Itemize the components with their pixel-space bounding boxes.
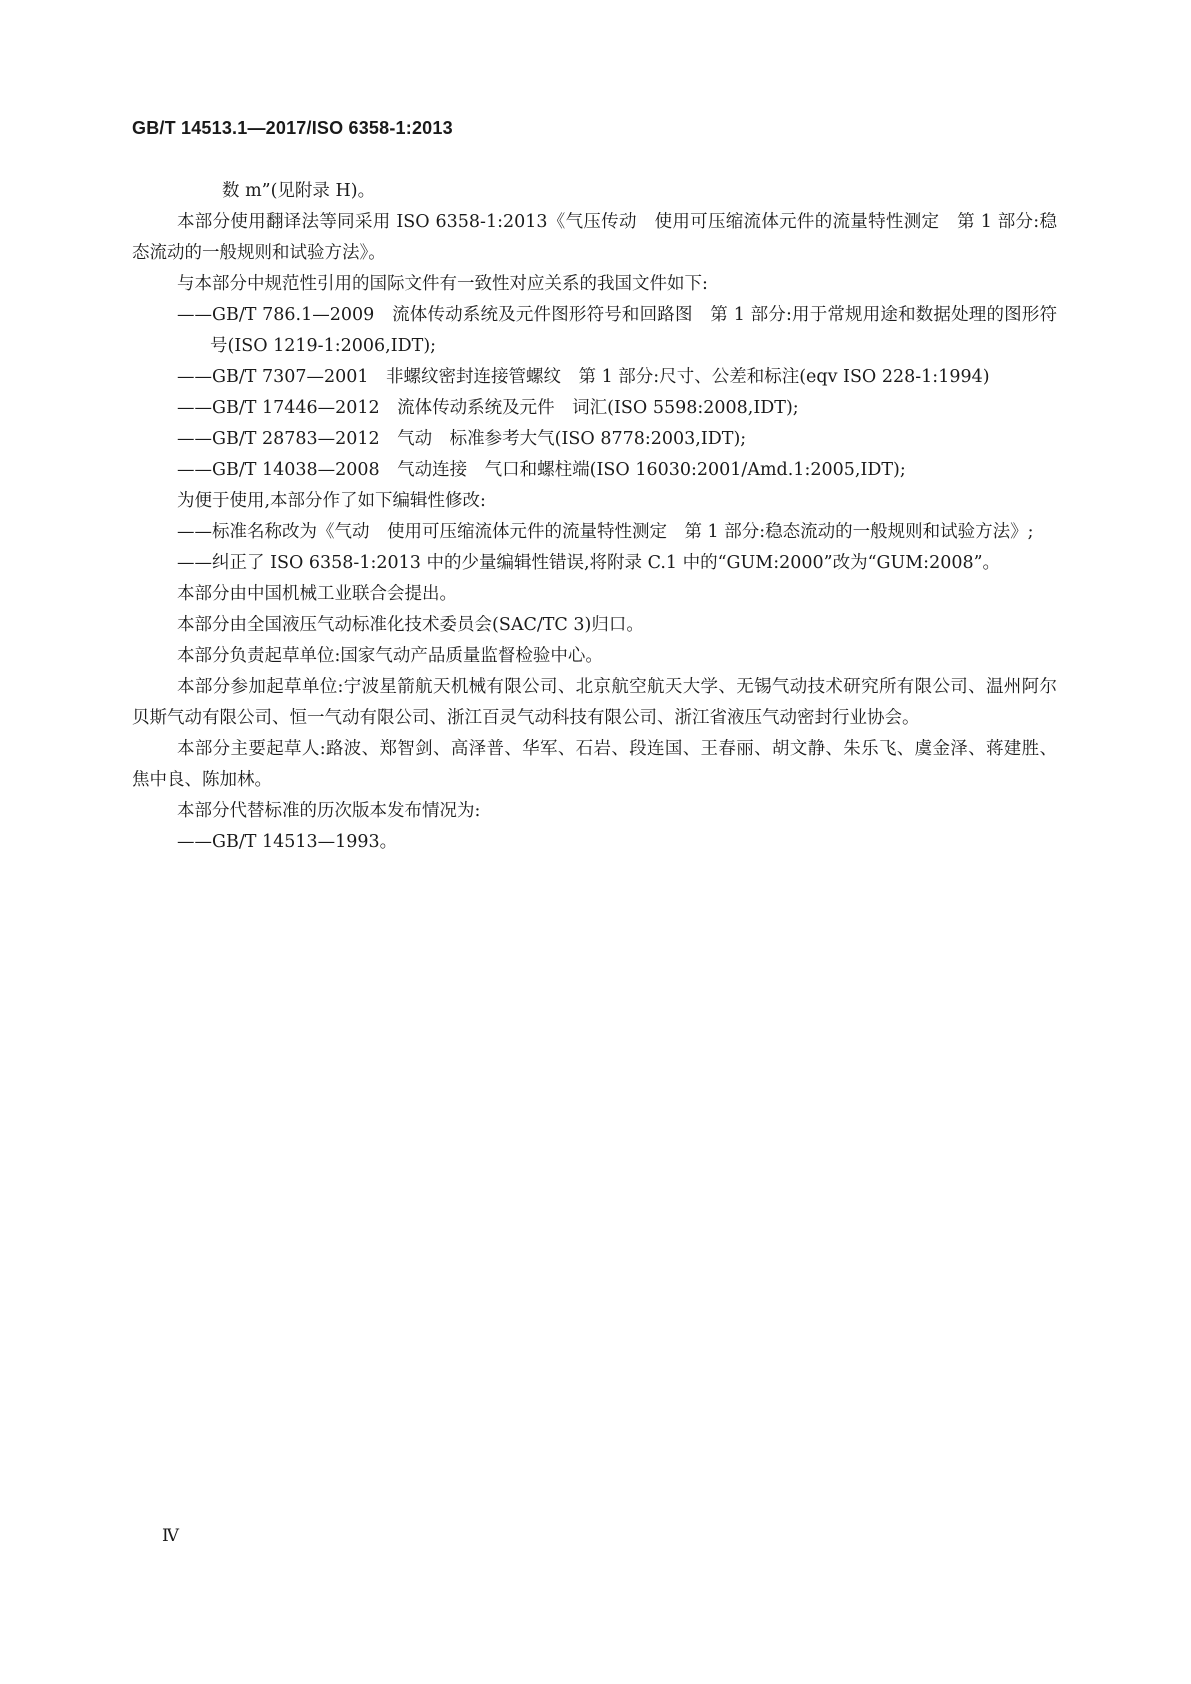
document-header-code: GB/T 14513.1—2017/ISO 6358-1:2013 xyxy=(132,118,453,138)
paragraph-committee: 本部分由全国液压气动标准化技术委员会(SAC/TC 3)归口。 xyxy=(177,615,644,635)
foreword-body xyxy=(132,176,1057,858)
list-item-gbt-17446: ——GB/T 17446—2012 流体传动系统及元件 词汇(ISO 5598:2008,IDT); xyxy=(177,398,799,418)
paragraph-continuation: 数 m”(见附录 H)。 xyxy=(222,181,376,201)
paragraph-proposer: 本部分由中国机械工业联合会提出。 xyxy=(177,584,457,604)
list-item-error-correction: ——纠正了 ISO 6358-1:2013 中的少量编辑性错误,将附录 C.1 中的“GUM:2000”改为“GUM:2008”。 xyxy=(177,553,1001,573)
paragraph-main-drafters: 本部分主要起草人:路波、郑智剑、高泽普、华军、石岩、段连国、王春丽、胡文静、朱乐飞、虞金泽、蒋建胜、焦中良、陈加林。 xyxy=(132,739,1057,790)
paragraph-correspondence-intro: 与本部分中规范性引用的国际文件有一致性对应关系的我国文件如下: xyxy=(177,274,708,294)
list-item-gbt-14038: ——GB/T 14038—2008 气动连接 气口和螺柱端(ISO 16030:2001/Amd.1:2005,IDT); xyxy=(177,460,906,480)
list-item-title-change: ——标准名称改为《气动 使用可压缩流体元件的流量特性测定 第 1 部分:稳态流动的一般规则和试验方法》; xyxy=(177,522,1034,542)
paragraph-participating-drafters: 本部分参加起草单位:宁波星箭航天机械有限公司、北京航空航天大学、无锡气动技术研究所有限公司、温州阿尔贝斯气动有限公司、恒一气动有限公司、浙江百灵气动科技有限公司、浙江省液压气动密封行业协会。 xyxy=(132,677,1057,728)
paragraph-lead-drafter: 本部分负责起草单位:国家气动产品质量监督检验中心。 xyxy=(177,646,603,666)
list-item-gbt-786: ——GB/T 786.1—2009 流体传动系统及元件图形符号和回路图 第 1 部分:用于常规用途和数据处理的图形符号(ISO 1219-1:2006,IDT); xyxy=(177,305,1057,356)
paragraph-adoption-statement: 本部分使用翻译法等同采用 ISO 6358-1:2013《气压传动 使用可压缩流体元件的流量特性测定 第 1 部分:稳态流动的一般规则和试验方法》。 xyxy=(132,212,1057,263)
paragraph-editorial-changes: 为便于使用,本部分作了如下编辑性修改: xyxy=(177,491,486,511)
list-item-previous-edition: ——GB/T 14513—1993。 xyxy=(177,832,398,852)
list-item-gbt-28783: ——GB/T 28783—2012 气动 标准参考大气(ISO 8778:2003,IDT); xyxy=(177,429,747,449)
list-item-gbt-7307: ——GB/T 7307—2001 非螺纹密封连接管螺纹 第 1 部分:尺寸、公差和标注(eqv ISO 228-1:1994) xyxy=(177,367,990,387)
page-number: Ⅳ xyxy=(162,1526,179,1545)
paragraph-previous-editions: 本部分代替标准的历次版本发布情况为: xyxy=(177,801,481,821)
